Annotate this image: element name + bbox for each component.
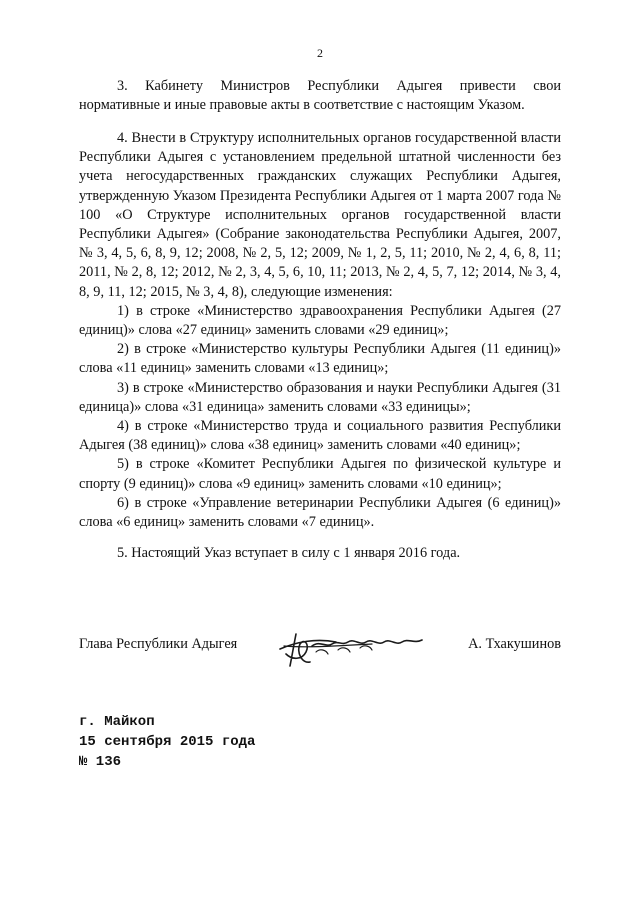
section-4-item-6: 6) в строке «Управление ветеринарии Республики Адыгея (6 единиц)» слова «6 единиц» заменить словами «7 единиц».	[79, 494, 561, 531]
page-number: 2	[317, 46, 323, 60]
section-5	[79, 544, 561, 563]
handwritten-signature	[276, 624, 426, 670]
section-4-item-5: 5) в строке «Комитет Республики Адыгея по физической культуре и спорту (9 единиц)» слова «9 единиц» заменить словами «10 единиц»;	[79, 456, 561, 492]
footer-city: г. Майкоп	[79, 714, 155, 730]
document-footer	[79, 712, 255, 772]
section-4-item-2: 2) в строке «Министерство культуры Республики Адыгея (11 единиц)» слова «11 единиц» заменить словами «13 единиц»;	[79, 341, 561, 377]
signatory-title: Глава Республики Адыгея	[79, 636, 238, 652]
section-4-item-3: 3) в строке «Министерство образования и науки Республики Адыгея (31 единица)» слова «31 единица» заменить словами «33 единицы»;	[79, 379, 561, 415]
section-4-item-1: 1) в строке «Министерство здравоохранения Республики Адыгея (27 единиц)» слова «27 единиц» заменить словами «29 единиц»;	[79, 302, 561, 339]
section-5-text: 5. Настоящий Указ вступает в силу с 1 января 2016 года.	[117, 545, 461, 561]
signatory-name: А. Тхакушинов	[468, 636, 561, 652]
section-3	[79, 77, 561, 115]
section-4	[79, 129, 561, 532]
section-4-intro: 4. Внести в Структуру исполнительных органов государственной власти Республики Адыгея с установлением предельной штатной численности без учета негосударственных гражданских служащих Республики Адыгея, утвержденную Указом Президента Республики Адыгея от 1 марта 2007 года № 100 «О Структуре исполнительных органов государственной власти Республики Адыгея» (Собрание законодательства Республики Адыгея, 2007, № 3, 4, 5, 6, 8, 9, 12; 2008, № 2, 5, 12; 2009, № 1, 2, 5, 11; 2010, № 2, 4, 6, 8, 11; 2011, № 2, 8, 12; 2012, № 2, 3, 4, 5, 6, 10, 11; 2013, № 2, 4, 5, 7, 12; 2014, № 3, 4, 8, 9, 11, 12; 2015, № 3, 4, 8), следующие изменения:	[79, 130, 561, 300]
section-3-text: 3. Кабинету Министров Республики Адыгея привести свои нормативные и иные правовые акты в соответствие с настоящим Указом.	[79, 78, 561, 114]
section-4-item-4: 4) в строке «Министерство труда и социального развития Республики Адыгея (38 единиц)» слова «38 единиц» заменить словами «40 единиц»;	[79, 418, 561, 454]
signature-block	[79, 636, 561, 666]
footer-date: 15 сентября 2015 года	[79, 734, 256, 750]
footer-number: № 136	[79, 754, 122, 770]
